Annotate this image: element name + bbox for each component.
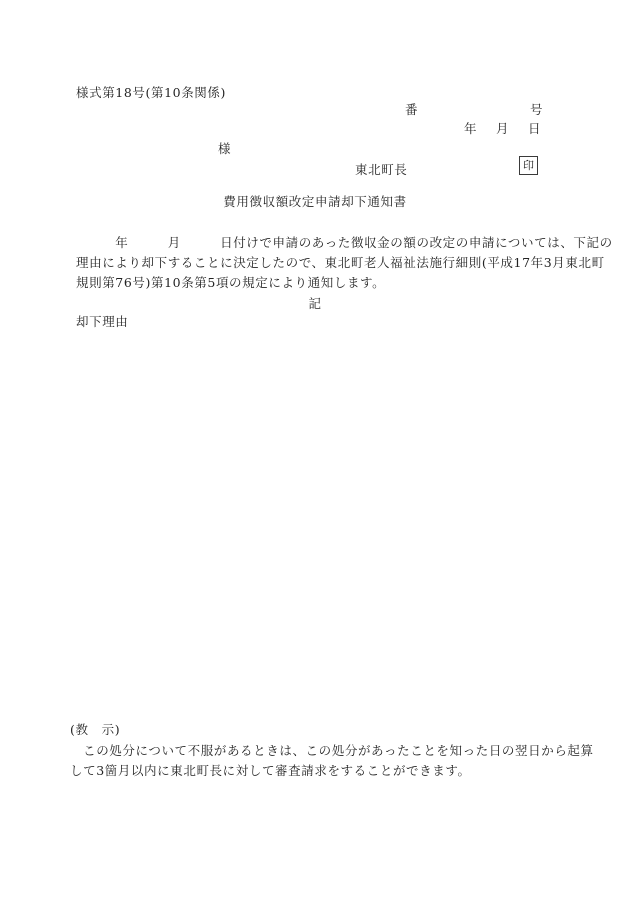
rejection-reason-label: 却下理由 xyxy=(76,314,129,329)
appeal-notice-line-1: この処分について不服があるときは、この処分があったことを知った日の翌日から起算 xyxy=(70,742,594,758)
body-line-2: 理由により却下することに決定したので、東北町老人福祉法施行細則(平成17年3月東北町 xyxy=(76,255,605,270)
body-paragraph xyxy=(76,233,613,293)
appeal-notice xyxy=(70,720,594,782)
date-month-label: 月 xyxy=(496,121,510,136)
ki-marker: 記 xyxy=(308,296,322,311)
form-number: 様式第18号(第10条関係) xyxy=(76,85,226,100)
appeal-notice-heading: (教 示) xyxy=(70,722,121,737)
body-line-3: 規則第76号)第10条第5項の規定により通知します。 xyxy=(76,275,386,290)
body-line-1: 年 月 日付けで申請のあった徴収金の額の改定の申請については、下記の xyxy=(76,235,613,250)
sender-name: 東北町長 xyxy=(355,162,408,177)
document-title: 費用徴収額改定申請却下通知書 xyxy=(223,194,407,209)
seal-stamp-placeholder: 印 xyxy=(519,156,538,175)
date-day-label: 日 xyxy=(528,121,542,136)
appeal-notice-line-2: して3箇月以内に東北町長に対して審査請求をすることができます。 xyxy=(70,763,471,778)
date-year-label: 年 xyxy=(464,121,478,136)
doc-number-prefix: 番 xyxy=(405,102,419,117)
addressee-suffix: 様 xyxy=(218,141,232,156)
doc-number-suffix: 号 xyxy=(530,102,544,117)
